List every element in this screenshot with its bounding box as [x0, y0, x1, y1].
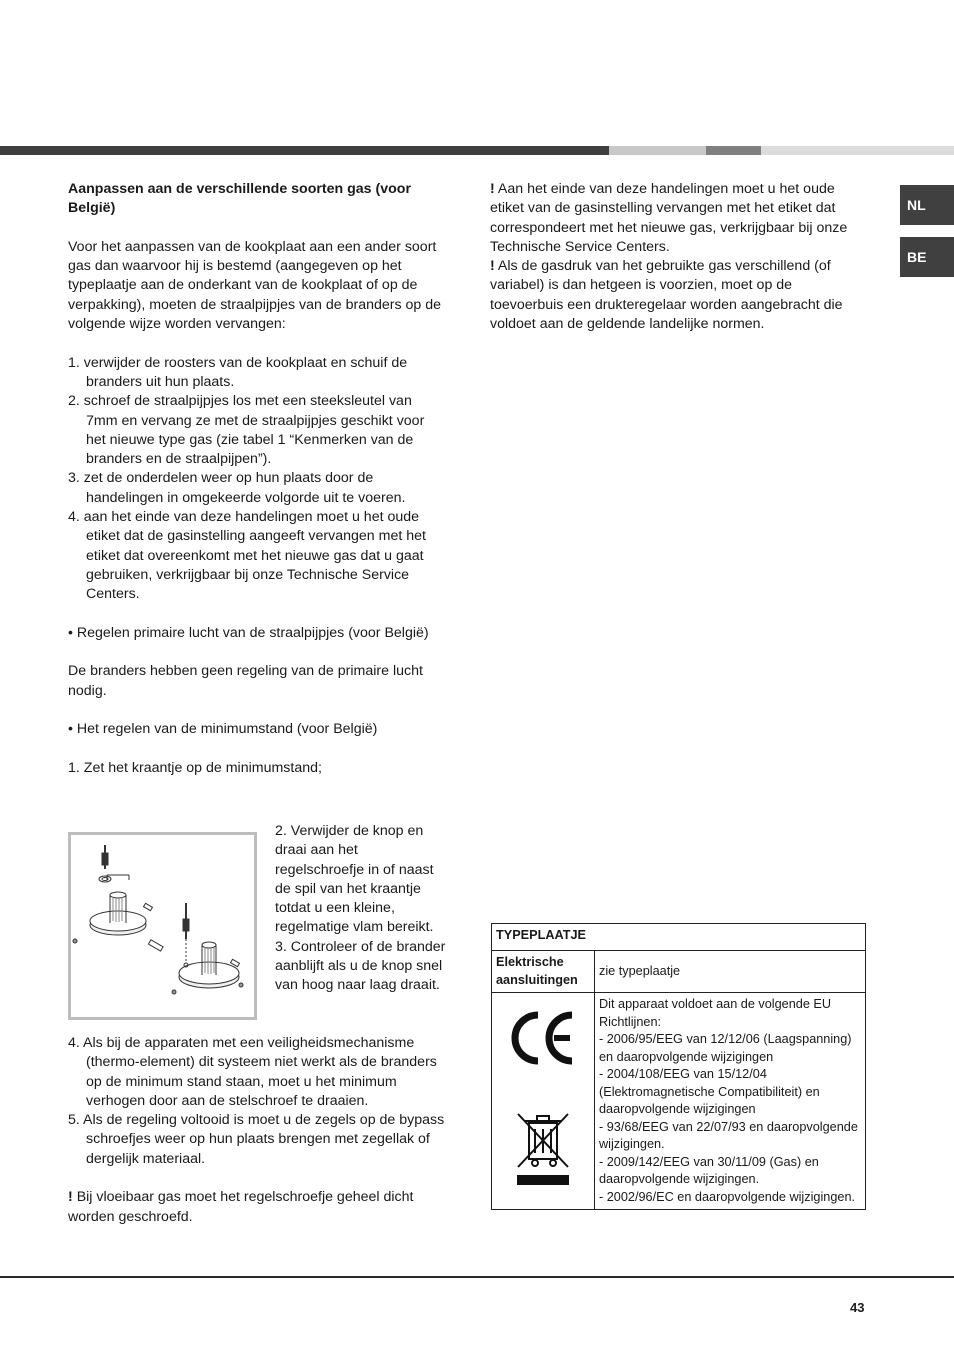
header-bar-segment-mid	[706, 146, 761, 155]
warning-2-text: Als de gasdruk van het gebruikte gas verschillend (of variabel) is dan hetgeen is voorzien, moet op de toevoerbuis een drukteregelaar worden aangebracht die voldoet aan de geldende landelijke normen.	[490, 258, 843, 333]
weee-crossed-bin-icon	[515, 1111, 571, 1187]
warning-mark-icon: !	[490, 181, 495, 197]
min-step-2: 2. Verwijder de knop en draai aan het regelschroefje in of naast de spil van het kraantje totdat u een kleine, regelmatige vlam bereikt.	[275, 823, 434, 936]
warning-gas-pressure	[490, 257, 864, 334]
figure-side-text	[275, 822, 450, 996]
step-3: 3. zet de onderdelen weer op hun plaats door de handelingen in omgekeerde volgorde uit te voeren.	[68, 470, 406, 506]
burner-screwdriver-icon	[71, 835, 254, 1017]
directives-intro: Dit apparaat voldoet aan de volgende EU Richtlijnen:	[599, 997, 832, 1029]
intro-paragraph: Voor het aanpassen van de kookplaat aan een ander soort gas dan waarvoor hij is bestemd (aangegeven op het typeplaatje aan de onderkant van de kookplaat of op de verpakking), moeten de straalpijpjes van de branders op de volgende wijze worden vervangen:	[68, 238, 442, 333]
electrical-connections-label: Elektrische aansluitingen	[492, 951, 595, 993]
lpg-warning	[68, 1188, 448, 1227]
warning-label-replacement	[490, 180, 864, 257]
min-step-1: 1. Zet het kraantje op de minimumstand;	[68, 759, 322, 776]
header-color-bar	[0, 146, 954, 155]
bullet-minimum: • Het regelen van de minimumstand (voor België)	[68, 721, 378, 738]
section-heading: Aanpassen aan de verschillende soorten gas (voor België)	[68, 181, 411, 217]
step-2: 2. schroef de straalpijpjes los met een steeksleutel van 7mm en vervang ze met de straalpijpjes geschikt voor het nieuwe type gas (zie tabel 1 “Kenmerken van de branders en de straalpijpen”).	[68, 393, 425, 468]
header-bar-segment-pale	[761, 146, 954, 155]
left-column	[68, 180, 446, 778]
header-bar-segment-light	[609, 146, 706, 155]
min-step-4: 4. Als bij de apparaten met een veiligheidsmechanisme (thermo-element) dit systeem niet werkt als de branders op de minimum stand staan, moet u het minimum verhogen door aan de stelschroef te draaien.	[68, 1035, 437, 1109]
lpg-warning-text: Bij vloeibaar gas moet het regelschroefje geheel dicht worden geschroefd.	[68, 1189, 414, 1225]
directive-item: - 2009/142/EEG van 30/11/09 (Gas) en daaropvolgende wijzigingen.	[599, 1154, 819, 1186]
primary-air-paragraph: De branders hebben geen regeling van de primaire lucht nodig.	[68, 663, 423, 699]
bullet-primary-air: • Regelen primaire lucht van de straalpijpjes (voor België)	[68, 624, 429, 641]
right-column	[490, 180, 864, 334]
warning-mark-icon: !	[490, 258, 495, 275]
left-column-lower	[68, 1034, 448, 1227]
language-tab-nl[interactable]: NL	[900, 185, 954, 225]
min-step-3: 3. Controleer of de brander aanblijft als u de knop snel van hoog naar laag draait.	[275, 938, 446, 994]
burner-adjustment-illustration	[68, 832, 257, 1020]
warning-mark-icon: !	[68, 1189, 73, 1206]
min-step-5: 5. Als de regeling voltooid is moet u de zegels op de bypass schroefjes weer op hun plaats brengen met zegellak of dergelijk materiaal.	[68, 1112, 445, 1167]
step-1: 1. verwijder de roosters van de kookplaat en schuif de branders uit hun plaats.	[68, 354, 408, 390]
directive-item: - 93/68/EEG van 22/07/93 en daaropvolgende wijzigingen.	[599, 1119, 858, 1151]
directive-item: - 2004/108/EEG van 15/12/04 (Elektromagnetische Compatibiliteit) en daaropvolgende wijzigingen	[599, 1067, 820, 1116]
compliance-icons-cell	[492, 993, 595, 1210]
footer-rule	[0, 1276, 954, 1278]
page-number: 43	[850, 1300, 865, 1315]
language-tab-be[interactable]: BE	[900, 237, 954, 277]
directive-item: - 2006/95/EEG van 12/12/06 (Laagspanning) en daaropvolgende wijzigingen	[599, 1032, 852, 1064]
warning-1-text: Aan het einde van deze handelingen moet u het oude etiket van de gasinstelling vervangen met het etiket dat correspondeert met het nieuwe gas, verkrijgbaar bij onze Technische Service Centers.	[490, 181, 848, 255]
header-bar-segment-dark	[0, 146, 609, 155]
typeplate-title: TYPEPLAATJE	[492, 924, 866, 951]
step-4: 4. aan het einde van deze handelingen moet u het oude etiket dat de gasinstelling aangeeft vervangen met het etiket dat overeenkomt met het nieuwe gas dat u gaat gebruiken, verkrijgbaar bij onze Technische Service Centers.	[68, 509, 426, 603]
ce-mark-icon	[508, 1007, 578, 1069]
electrical-connections-value: zie typeplaatje	[595, 951, 866, 993]
eu-directives-cell	[595, 993, 866, 1210]
directive-item: - 2002/96/EC en daaropvolgende wijzigingen.	[599, 1189, 856, 1204]
typeplate-table	[491, 923, 866, 1210]
